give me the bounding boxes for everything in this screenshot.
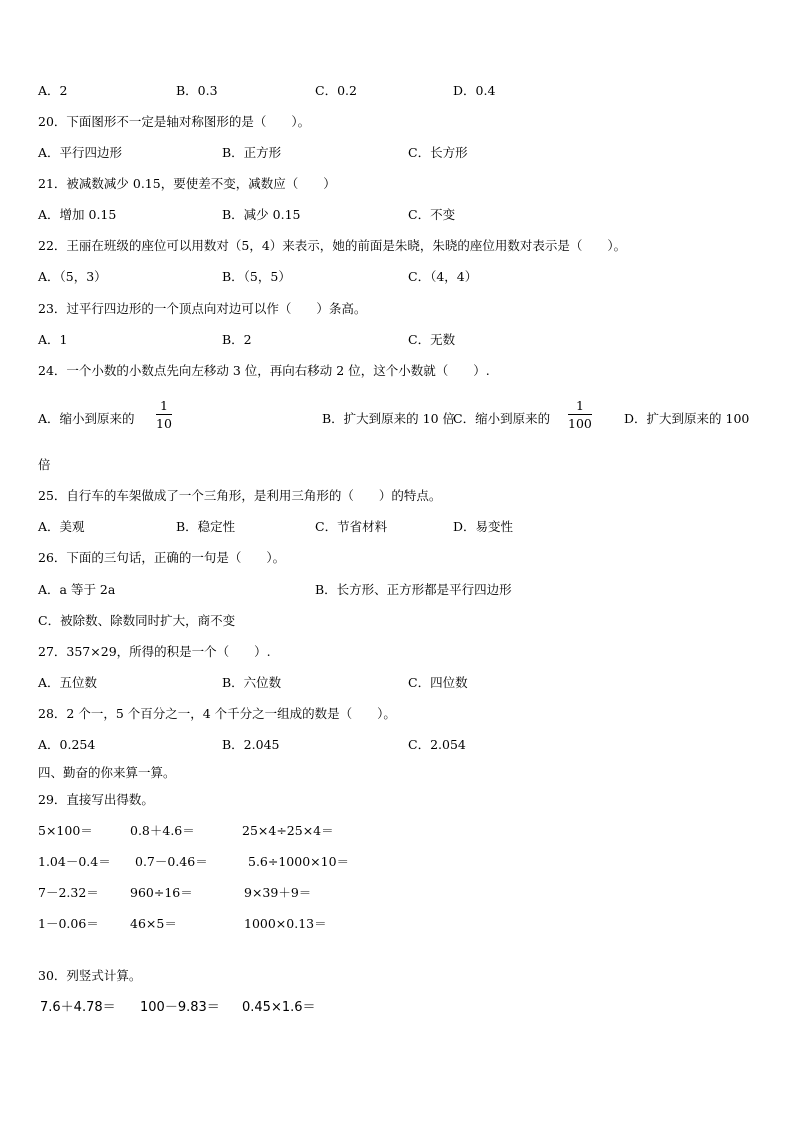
q24-option-c: C．缩小到原来的	[453, 411, 551, 426]
q24-option-d-wrap: 倍	[38, 457, 51, 472]
q29-expression: 5×100＝	[38, 823, 93, 838]
q24-option-c-denominator: 100	[568, 416, 592, 431]
q27-option-c: C．四位数	[408, 675, 468, 690]
q22-options	[0, 267, 794, 287]
q29-expression: 46×5＝	[130, 916, 177, 931]
q21-options	[0, 205, 794, 225]
q21-option-c: C．不变	[408, 207, 456, 222]
q29-expression: 5.6÷1000×10＝	[248, 854, 350, 869]
q30-stem-text: 30．列竖式计算。	[38, 968, 142, 983]
q23-option-b: B．2	[222, 332, 252, 347]
q20-option-c: C．长方形	[408, 145, 468, 160]
q25-option-d: D．易变性	[453, 519, 514, 534]
q20-option-a: A．平行四边形	[38, 145, 123, 160]
q19-option-d: D．0.4	[453, 83, 496, 98]
q21-stem-text: 21．被减数减少 0.15，要使差不变，减数应（ ）	[38, 176, 336, 191]
q30-items	[0, 998, 794, 1018]
q26-option-b: B．长方形、正方形都是平行四边形	[315, 582, 512, 597]
q19-option-c: C．0.2	[315, 83, 357, 98]
q21-stem	[0, 174, 794, 194]
q19-option-a: A．2	[38, 83, 68, 98]
q22-option-a: A．（5，3）	[38, 269, 107, 284]
q26-options-row1	[0, 580, 794, 600]
q24-option-a: A．缩小到原来的	[38, 411, 135, 426]
q28-option-c: C．2.054	[408, 737, 466, 752]
q24-stem-text: 24．一个小数的小数点先向左移动 3 位，再向右移动 2 位，这个小数就（ ）.	[38, 363, 490, 378]
q25-option-a: A．美观	[38, 519, 85, 534]
q29-expression: 25×4÷25×4＝	[242, 823, 334, 838]
q26-options-row2	[0, 611, 794, 631]
q30-expression: 7.6＋4.78＝	[40, 1000, 116, 1015]
q25-stem	[0, 486, 794, 506]
q24-stem	[0, 361, 794, 381]
q20-stem	[0, 112, 794, 132]
q29-expression: 7－2.32＝	[38, 885, 99, 900]
q25-options	[0, 517, 794, 537]
q28-option-b: B．2.045	[222, 737, 280, 752]
q24-options	[0, 409, 794, 429]
q20-option-b: B．正方形	[222, 145, 282, 160]
q24-option-d: D．扩大到原来的 100	[624, 411, 750, 426]
q27-stem-text: 27．357×29，所得的积是一个（ ）.	[38, 644, 271, 659]
q27-stem	[0, 642, 794, 662]
q26-option-c: C．被除数、除数同时扩大，商不变	[38, 613, 236, 628]
q28-options	[0, 735, 794, 755]
q22-option-b: B．（5，5）	[222, 269, 291, 284]
q29-stem	[0, 790, 794, 810]
q20-options	[0, 143, 794, 163]
q23-stem-text: 23．过平行四边形的一个顶点向对边可以作（ ）条高。	[38, 301, 367, 316]
q26-stem-text: 26．下面的三句话，正确的一句是（ ）。	[38, 550, 286, 565]
q26-option-a: A．a 等于 2a	[38, 582, 116, 597]
q28-stem	[0, 704, 794, 724]
q19-option-b: B．0.3	[176, 83, 218, 98]
q27-options	[0, 673, 794, 693]
q29-expression: 1－0.06＝	[38, 916, 99, 931]
q21-option-b: B．减少 0.15	[222, 207, 301, 222]
q21-option-a: A．增加 0.15	[38, 207, 117, 222]
q25-stem-text: 25．自行车的车架做成了一个三角形，是利用三角形的（ ）的特点。	[38, 488, 442, 503]
q24-option-a-denominator: 10	[156, 416, 172, 431]
q30-expression: 100－9.83＝	[140, 1000, 220, 1015]
q19-options	[0, 81, 794, 101]
q24-option-b: B．扩大到原来的 10 倍	[322, 411, 456, 426]
q25-option-b: B．稳定性	[176, 519, 236, 534]
q30-expression: 0.45×1.6＝	[242, 1000, 316, 1015]
q26-stem	[0, 548, 794, 568]
q23-stem	[0, 299, 794, 319]
q29-row	[0, 821, 794, 841]
q29-expression: 9×39＋9＝	[244, 885, 312, 900]
q29-row	[0, 883, 794, 903]
q29-row	[0, 914, 794, 934]
q29-stem-text: 29．直接写出得数。	[38, 792, 154, 807]
q28-option-a: A．0.254	[38, 737, 96, 752]
q23-options	[0, 330, 794, 350]
q22-option-c: C．（4，4）	[408, 269, 478, 284]
q23-option-c: C．无数	[408, 332, 456, 347]
q29-expression: 1.04－0.4＝	[38, 854, 111, 869]
q29-row	[0, 852, 794, 872]
q29-expression: 1000×0.13＝	[244, 916, 327, 931]
q28-stem-text: 28．2 个一，5 个百分之一，4 个千分之一组成的数是（ ）。	[38, 706, 396, 721]
q24-option-c-fraction	[568, 399, 592, 431]
q29-expression: 0.8＋4.6＝	[130, 823, 195, 838]
q24-option-a-fraction	[156, 399, 172, 431]
section-4-title: 四、勤奋的你来算一算。	[38, 765, 176, 780]
q29-expression: 960÷16＝	[130, 885, 193, 900]
q22-stem	[0, 236, 794, 256]
q24-option-d-continued	[0, 455, 794, 475]
q23-option-a: A．1	[38, 332, 68, 347]
q27-option-a: A．五位数	[38, 675, 98, 690]
q22-stem-text: 22．王丽在班级的座位可以用数对（5，4）来表示，她的前面是朱晓，朱晓的座位用数对表示是（ ）。	[38, 238, 627, 253]
q25-option-c: C．节省材料	[315, 519, 388, 534]
q20-stem-text: 20．下面图形不一定是轴对称图形的是（ ）。	[38, 114, 311, 129]
q24-option-c-numerator: 1	[568, 399, 592, 415]
q24-option-a-numerator: 1	[156, 399, 172, 415]
section-4-heading	[0, 763, 794, 783]
q29-expression: 0.7－0.46＝	[135, 854, 208, 869]
q27-option-b: B．六位数	[222, 675, 282, 690]
q30-stem	[0, 966, 794, 986]
